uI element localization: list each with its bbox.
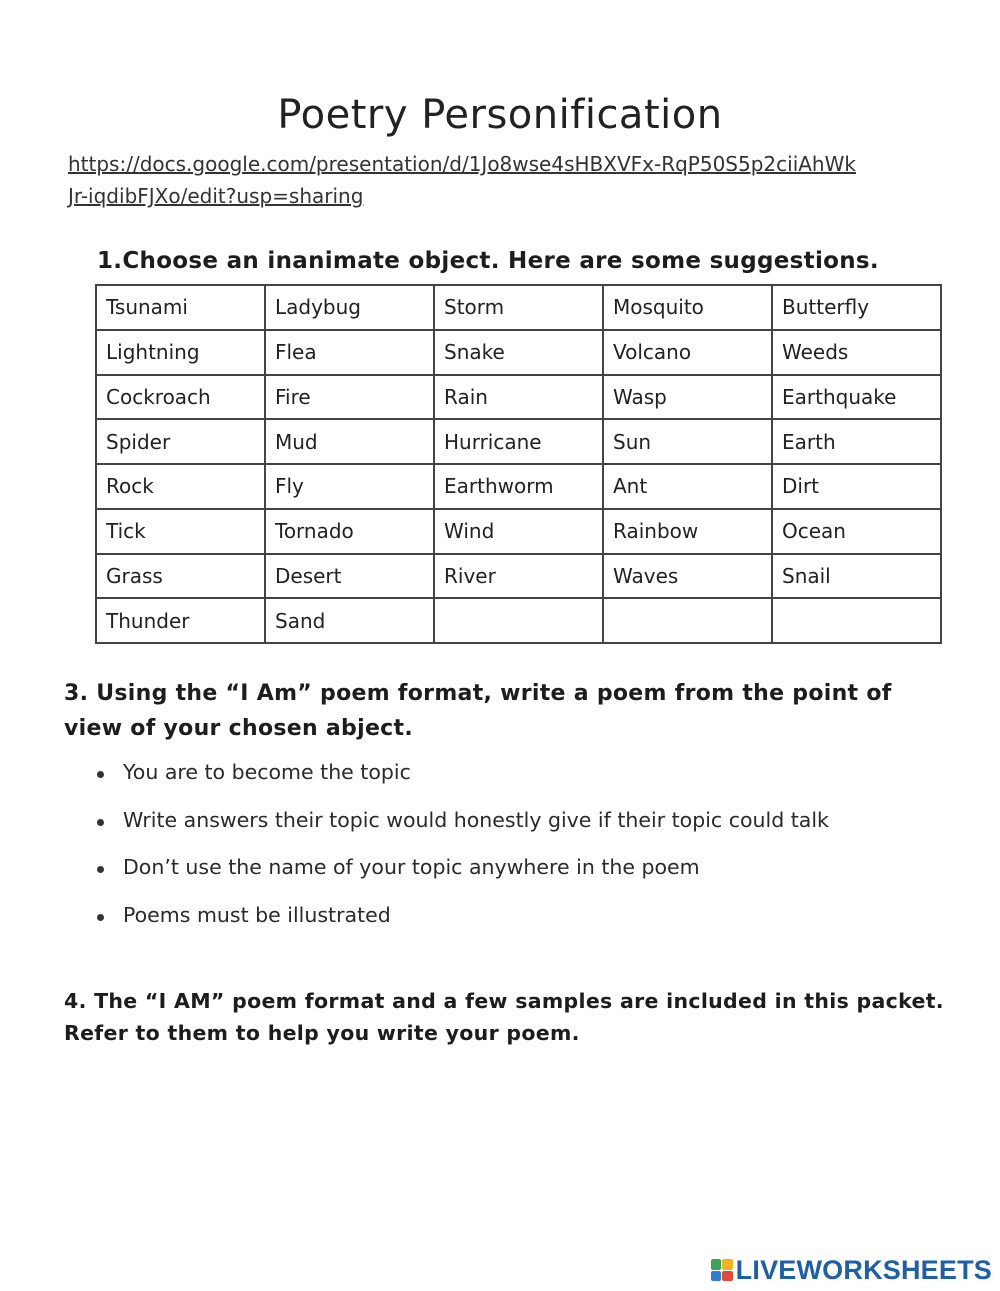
presentation-link-line-2[interactable]: Jr-iqdibFJXo/edit?usp=sharing [68,184,364,208]
table-cell: Storm [434,285,603,330]
presentation-link-line-1[interactable]: https://docs.google.com/presentation/d/1Jo8wse4sHBXVFx-RqP50S5p2ciiAhWk [68,152,856,176]
section-1-heading: 1.Choose an inanimate object. Here are some suggestions. [97,248,879,274]
table-cell [434,598,603,643]
logo-square [722,1259,733,1270]
list-item: Write answers their topic would honestly give if their topic could talk [95,808,829,856]
table-cell: Fire [265,375,434,420]
table-cell: Volcano [603,330,772,375]
table-cell: Fly [265,464,434,509]
section-4-heading: 4. The “I AM” poem format and a few samples are included in this packet. Refer to them to help you write your poem. [64,989,944,1045]
suggestions-table [95,284,942,644]
table-cell: Grass [96,554,265,599]
bullet-icon [97,819,104,826]
table-row [96,509,941,554]
table-cell: Tornado [265,509,434,554]
table-cell: Ladybug [265,285,434,330]
table-cell: Lightning [96,330,265,375]
liveworksheets-logo-icon [711,1259,733,1281]
logo-square [722,1271,733,1282]
logo-square [711,1259,722,1270]
table-cell: Tick [96,509,265,554]
table-cell: Weeds [772,330,941,375]
table-cell: Wasp [603,375,772,420]
table-cell: Hurricane [434,419,603,464]
table-row [96,285,941,330]
page-title: Poetry Personification [277,92,723,138]
liveworksheets-brand [711,1256,992,1284]
table-cell: Dirt [772,464,941,509]
table-cell: Thunder [96,598,265,643]
table-cell: Earthworm [434,464,603,509]
table-cell: Earthquake [772,375,941,420]
table-cell: River [434,554,603,599]
bullet-icon [97,866,104,873]
table-cell: Wind [434,509,603,554]
table-cell: Sun [603,419,772,464]
logo-square [711,1271,722,1282]
table-cell: Tsunami [96,285,265,330]
table-row [96,330,941,375]
table-cell: Spider [96,419,265,464]
table-cell: Snail [772,554,941,599]
table-cell: Ocean [772,509,941,554]
table-cell: Cockroach [96,375,265,420]
table-cell: Snake [434,330,603,375]
table-cell: Ant [603,464,772,509]
table-cell [603,598,772,643]
list-item: Don’t use the name of your topic anywhere in the poem [95,855,829,903]
table-cell: Rain [434,375,603,420]
bullet-icon [97,771,104,778]
table-cell: Rock [96,464,265,509]
instructions-list [95,760,829,950]
table-row [96,464,941,509]
section-3-heading: 3. Using the “I Am” poem format, write a poem from the point of view of your chosen abject. [64,681,892,741]
table-row [96,598,941,643]
table-row [96,419,941,464]
table-cell: Mud [265,419,434,464]
bullet-icon [97,914,104,921]
table-cell: Desert [265,554,434,599]
table-cell: Sand [265,598,434,643]
table-cell: Flea [265,330,434,375]
table-row [96,375,941,420]
table-cell: Rainbow [603,509,772,554]
table-cell [772,598,941,643]
list-item: You are to become the topic [95,760,829,808]
table-cell: Waves [603,554,772,599]
table-cell: Butterfly [772,285,941,330]
list-item: Poems must be illustrated [95,903,829,951]
table-cell: Earth [772,419,941,464]
brand-text: LIVEWORKSHEETS [735,1254,992,1285]
table-row [96,554,941,599]
table-cell: Mosquito [603,285,772,330]
